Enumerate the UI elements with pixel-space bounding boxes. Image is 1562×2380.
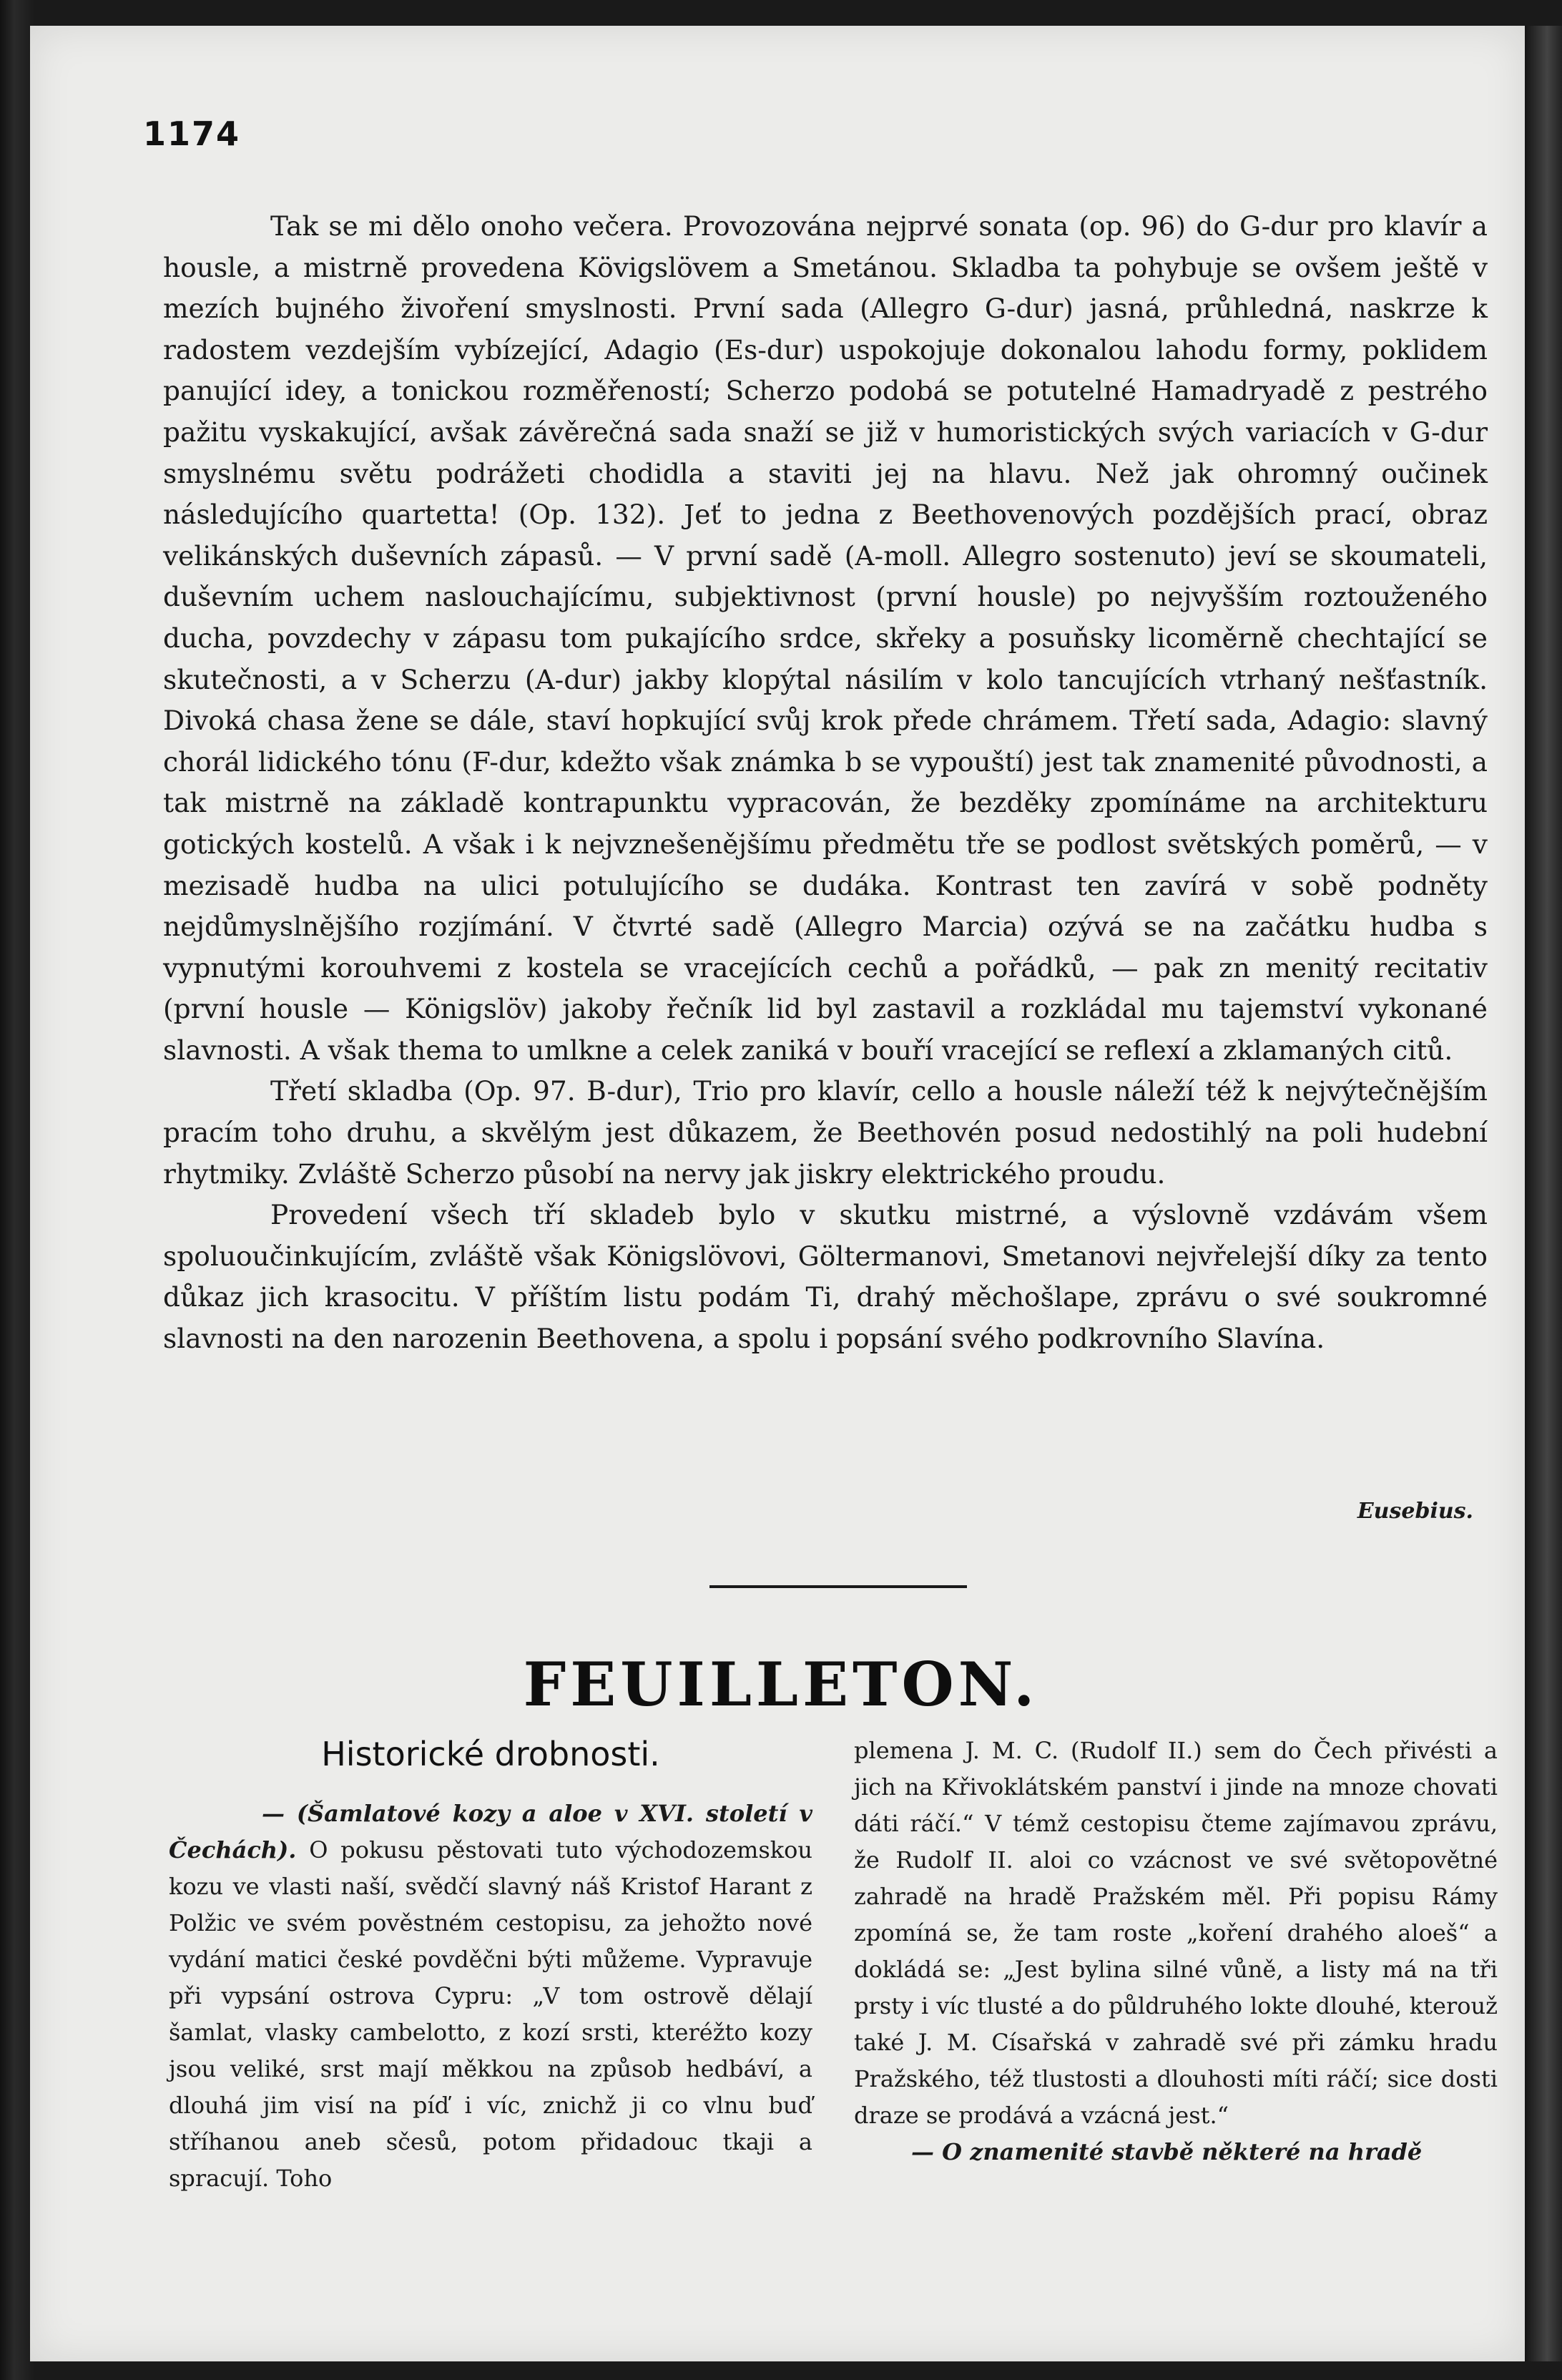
feuilleton-left-column	[169, 1733, 812, 2197]
feuilleton-right-column	[854, 1733, 1498, 2170]
runin-heading: — (Šamlatové kozy a aloe v XVI. století v Čechách).	[169, 1800, 812, 1864]
left-column-text: O pokusu pěstovati tuto východozemskou kozu ve vlasti naší, svědčí slavný náš Kristof Harant z Polžic ve svém pověstném cestopisu, za jehožto nové vydání matici české povděčni býti můžeme. Vypravuje při vypsání ostrova Cypru: „V tom ostrově dělají šamlat, vlasky cambelotto, z kozí srsti, kteréžto kozy jsou veliké, srst mají měkkou na způsob hedbáví, a dlouhá jim visí na píď i víc, znichž ji co vlnu buď stříhanou aneb sčesů, potom přidadouc tkaji a spracují. Toho	[169, 1836, 812, 2192]
author-signature: Eusebius.	[1357, 1499, 1473, 1524]
review-paragraph-3: Provedení všech tří skladeb bylo v skutku mistrné, a výslovně vzdávám všem spoluoučinkujícím, zvláště však Königslövovi, Göltermanovi, Smetanovi nejvřelejší díky za tento důkaz jich krasocitu. V příštím listu podám Ti, drahý měchošlape, zprávu o své soukromné slavnosti na den narozenin Beethovena, a spolu i popsání svého podkrovního Slavína.	[163, 1199, 1488, 1355]
page-number: 1174	[143, 114, 241, 153]
review-paragraph-1: Tak se mi dělo onoho večera. Provozována nejprvé sonata (op. 96) do G-dur pro klavír a housle, a mistrně provedena Kövigslövem a Smetánou. Skladba ta pohybuje se ovšem ještě v mezích bujného živoření smyslnosti. První sada (Allegro G-dur) jasná, průhledná, naskrze k radostem vezdejším vybízející, Adagio (Es-dur) uspokojuje dokonalou lahodu formy, poklidem panující idey, a tonickou rozměřeností; Scherzo podobá se potutelné Hamadryadě z pestrého pažitu vyskakující, avšak závěrečná sada snaží se již v humoristických svých variacích v G-dur smyslnému světu podrážeti chodidla a staviti jej na hlavu. Než jak ohromný oučinek následujícího quartetta! (Op. 132). Jeť to jedna z Beethovenových pozdějších prací, obraz velikánských duševních zápasů. — V první sadě (A-moll. Allegro sostenuto) jeví se skoumateli, duševním uchem naslouchajícímu, subjektivnost (první housle) po nejvyšším roztouženého ducha, povzdechy v zápasu tom pukajícího srdce, skřeky a posuňsky licoměrně chechtající se skutečnosti, a v Scherzu (A-dur) jakby klopýtal násilím v kolo tancujících vtrhaný nešťastník. Divoká chasa žene se dále, staví hopkující svůj krok přede chrámem. Třetí sada, Adagio: slavný chorál lidického tónu (F-dur, kdežto však známka b se vypouští) jest tak znamenité původnosti, a tak mistrně na základě kontrapunktu vypracován, že bezděky zpomínáme na architekturu gotických kostelů. A však i k nejvznešenějšímu předmětu tře se podlost světských poměrů, — v mezisadě hudba na ulici potulujícího se dudáka. Kontrast ten zavírá v sobě podněty nejdůmyslnějšího rozjímání. V čtvrté sadě (Allegro Marcia) ozývá se na začátku hudba s vypnutými korouhvemi z kostela se vracejících cechů a pořádků, — pak zn menitý recitativ (první housle — Königslöv) jakoby řečník lid byl zastavil a rozkládal mu tajemství vykonané slavnosti. A však thema to umlkne a celek zaniká v bouří vracející se reflexí a zklamaných citů.	[163, 210, 1488, 1066]
page-edge-strip	[1525, 26, 1562, 2361]
concert-review-article	[163, 206, 1488, 1360]
feuilleton-heading: FEUILLETON.	[523, 1649, 1039, 1720]
review-paragraph-2: Třetí skladba (Op. 97. B-dur), Trio pro klavír, cello a housle náleží též k nejvýtečnějším pracím toho druhu, a skvělým jest důkazem, že Beethovén posud nedostihlý na poli hudební rhytmiky. Zvláště Scherzo působí na nervy jak jiskry elektrického proudu.	[163, 1075, 1488, 1190]
right-column-next-item: — O znamenité stavbě některé na hradě	[911, 2138, 1423, 2165]
section-title: Historické drobnosti.	[321, 1735, 660, 1773]
right-column-text: plemena J. M. C. (Rudolf II.) sem do Čech přivésti a jich na Křivoklátském panství i jinde na mnoze chovati dáti ráčí.“ V témž cestopisu čteme zajímavou zprávu, že Rudolf II. aloi co vzácnost ve své světopovětné zahradě na hradě Pražském měl. Při popisu Rámy zpomíná se, že tam roste „koření drahého aloeš“ a dokládá se: „Jest bylina silné vůně, a listy má na tři prsty i víc tlusté a do půldruhého lokte dlouhé, kterouž také J. M. Císařská v zahradě své při zámku hradu Pražského, též tlustosti a dlouhosti míti ráčí; sice dosti draze se prodává a vzácná jest.“	[854, 1737, 1498, 2129]
left-column-paragraph	[169, 1796, 812, 2197]
section-divider	[709, 1585, 967, 1588]
